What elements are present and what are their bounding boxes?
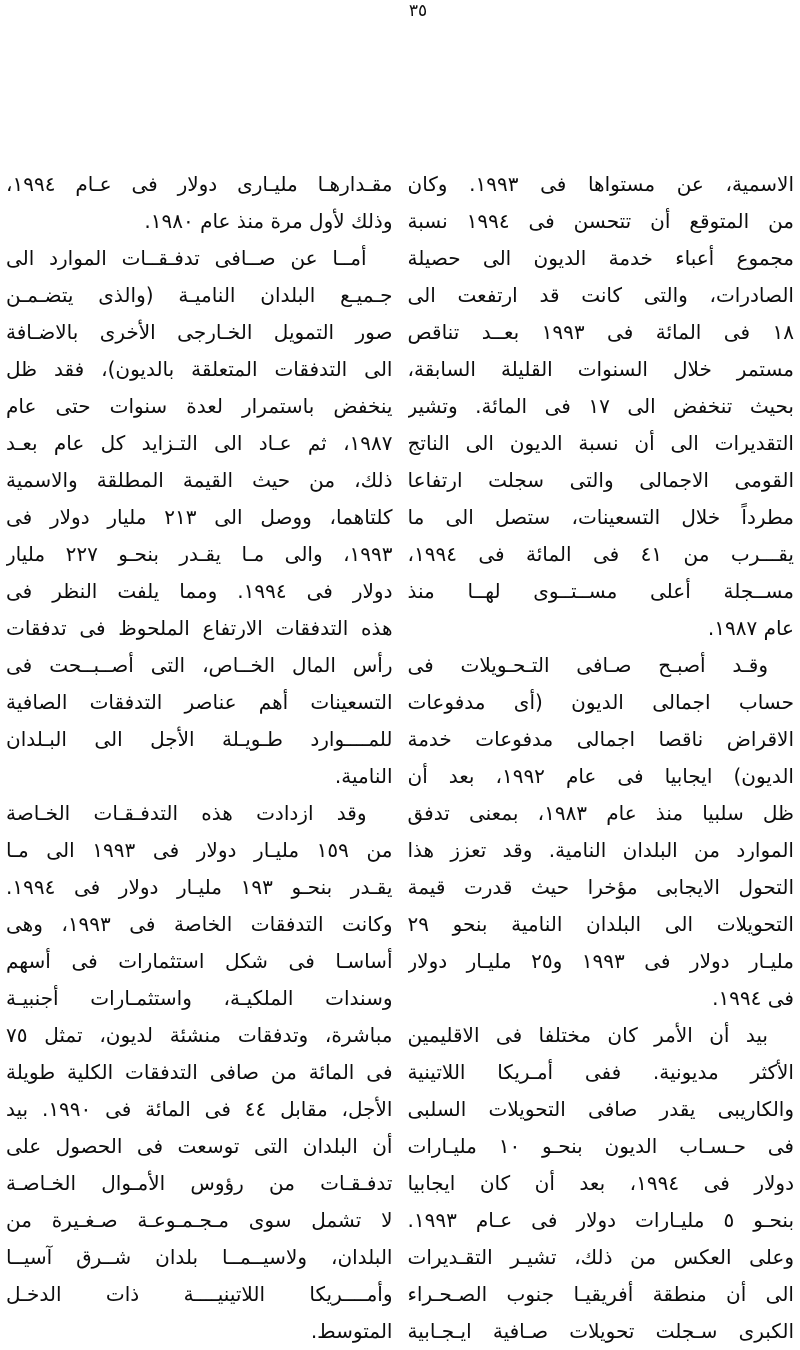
- text-line: الأكثر مديونية. ففى أمـريكا اللاتينية: [407, 1060, 794, 1084]
- text-line: الصادرات، والتى كانت قد ارتفعت الى: [407, 283, 794, 307]
- text-line: فى حـسـاب الديون بنحـو ١٠ مليـارات: [407, 1134, 794, 1158]
- text-line: فى المائة من صافى التدفقات الكلية طويلة: [6, 1060, 393, 1084]
- text-line: التسعينات أهم عناصر التدفقات الصافية: [6, 690, 393, 714]
- text-line: دولار فى ١٩٩٤. ومما يلفت النظر فى: [6, 579, 393, 603]
- text-line: بيد أن الأمر كان مختلفا فى الاقليمين: [407, 1023, 768, 1047]
- text-line: فى ١٩٩٤.: [712, 986, 794, 1010]
- text-line: الديون) ايجابيا فى عام ١٩٩٢، بعد أن: [407, 764, 794, 788]
- text-line: تدفـقـات من رؤوس الأمـوال الخـاصـة: [6, 1171, 393, 1195]
- text-line: حساب اجمالى الديون (أى مدفوعات: [407, 690, 794, 714]
- text-line: ١٨ فى المائة فى ١٩٩٣ بعــد تناقص: [407, 320, 794, 344]
- text-line: المتوسط.: [310, 1319, 393, 1343]
- text-line: مليـار دولار فى ١٩٩٣ و٢٥ مليـار دولار: [407, 949, 794, 973]
- text-line: مطرداً خلال التسعينات، ستصل الى ما: [407, 505, 794, 529]
- text-line: مستمر خلال السنوات القليلة السابقة،: [407, 357, 794, 381]
- text-line: الاسمية، عن مستواها فى ١٩٩٣. وكان: [407, 172, 794, 196]
- text-line: القومى الاجمالى والتى سجلت ارتفاعا: [407, 468, 794, 492]
- text-line: بنحـو ٥ مليـارات دولار فى عـام ١٩٩٣.: [407, 1208, 794, 1232]
- page-number: ٣٥: [408, 1, 428, 21]
- text-line: من ١٥٩ مليـار دولار فى ١٩٩٣ الى مـا: [6, 838, 393, 862]
- text-line: البلدان، ولاسيــمــا بلدان شــرق آسيــا: [6, 1245, 393, 1269]
- text-line: وسندات الملكيـة، واستثمـارات أجنبيـة: [6, 986, 393, 1010]
- text-line: وذلك لأول مرة منذ عام ١٩٨٠.: [144, 209, 393, 233]
- text-line: صور التمويل الخـارجى الأخرى بالاضـافة: [6, 320, 393, 344]
- text-line: هذه التدفقات الارتفاع الملحوظ فى تدفقات: [6, 616, 393, 640]
- text-line: الموارد من البلدان النامية. وقد تعزز هذا: [407, 838, 794, 862]
- text-line: أساسـا فى شكل استثمارات فى أسهم: [6, 949, 393, 973]
- text-line: ١٩٨٧، ثم عـاد الى التـزايد كل عام بعـد: [6, 431, 393, 455]
- text-line: الاقراض ناقصا اجمالى مدفوعات خدمة: [407, 727, 794, 751]
- text-line: جـميـع البلدان الناميـة (والذى يتضـمـن: [6, 283, 393, 307]
- text-line: ظل سلبيا منذ عام ١٩٨٣، بمعنى تدفق: [407, 801, 794, 825]
- column-left-second-reading: [6, 166, 393, 1350]
- text-line: التحويلات الى البلدان النامية بنحو ٢٩: [407, 912, 794, 936]
- text-line: أن البلدان التى توسعت فى الحصول على: [6, 1134, 393, 1158]
- text-line: يقـدر بنحـو ١٩٣ مليـار دولار فى ١٩٩٤.: [6, 875, 393, 899]
- text-line: الى أن منطقة أفريقيـا جنوب الصـحـراء: [407, 1282, 794, 1306]
- text-line: دولار فى ١٩٩٤، بعد أن كان ايجابيا: [407, 1171, 794, 1195]
- text-line: لا تشمل سوى مـجـمـوعـة صـغـيرة من: [6, 1208, 393, 1232]
- text-line: مســجلة أعلى مســتــوى لهــا منذ: [407, 579, 794, 603]
- text-line: وأمــــريكا اللاتينيــــة ذات الدخـل: [6, 1282, 393, 1306]
- text-line: عام ١٩٨٧.: [707, 616, 794, 640]
- text-line: ١٩٩٣، والى مـا يقـدر بنحـو ٢٢٧ مليار: [6, 542, 393, 566]
- text-line: الكبرى سـجلت تحويلات صـافية ايـجـابية: [407, 1319, 794, 1343]
- text-line: للمــــوارد طـويـلة الأجل الى البـلدان: [6, 727, 393, 751]
- text-line: كلتاهما، ووصل الى ٢١٣ مليار دولار فى: [6, 505, 393, 529]
- text-line: الأجل، مقابل ٤٤ فى المائة فى ١٩٩٠. بيد: [6, 1097, 393, 1121]
- text-line: النامية.: [334, 764, 393, 788]
- text-line: وعلى العكس من ذلك، تشيـر التقـديرات: [407, 1245, 794, 1269]
- text-line: التقديرات الى أن نسبة الديون الى الناتج: [407, 431, 794, 455]
- text-line: وقـد أصبـح صـافى التـحـويلات فى: [407, 653, 768, 677]
- text-line: من المتوقع أن تتحسن فى ١٩٩٤ نسبة: [407, 209, 794, 233]
- text-line: مجموع أعباء خدمة الديون الى حصيلة: [407, 246, 794, 270]
- text-columns: [6, 166, 794, 1350]
- text-line: ذلك، من حيث القيمة المطلقة والاسمية: [6, 468, 393, 492]
- text-line: وكانت التدفقات الخاصة فى ١٩٩٣، وهى: [6, 912, 393, 936]
- text-line: الى التدفقات المتعلقة بالديون)، فقد ظل: [6, 357, 393, 381]
- text-line: ينخفض باستمرار لعدة سنوات حتى عام: [6, 394, 393, 418]
- text-line: والكاريبى يقدر صافى التحويلات السلبى: [407, 1097, 794, 1121]
- text-line: أمــا عن صــافى تدفـقــات الموارد الى: [6, 246, 367, 270]
- text-line: بحيث تنخفض الى ١٧ فى المائة. وتشير: [407, 394, 794, 418]
- text-line: مباشرة، وتدفقات منشئة لديون، تمثل ٧٥: [6, 1023, 393, 1047]
- text-line: يقـــرب من ٤١ فى المائة فى ١٩٩٤،: [407, 542, 794, 566]
- text-line: رأس المال الخــاص، التى أصــبــحت فى: [6, 653, 393, 677]
- text-line: مقـدارهـا مليـارى دولار فى عـام ١٩٩٤،: [6, 172, 393, 196]
- text-line: التحول الايجابى مؤخرا حيث قدرت قيمة: [407, 875, 794, 899]
- text-line: وقد ازدادت هذه التدفـقـات الخـاصة: [6, 801, 367, 825]
- column-right-first-reading: [408, 166, 795, 1350]
